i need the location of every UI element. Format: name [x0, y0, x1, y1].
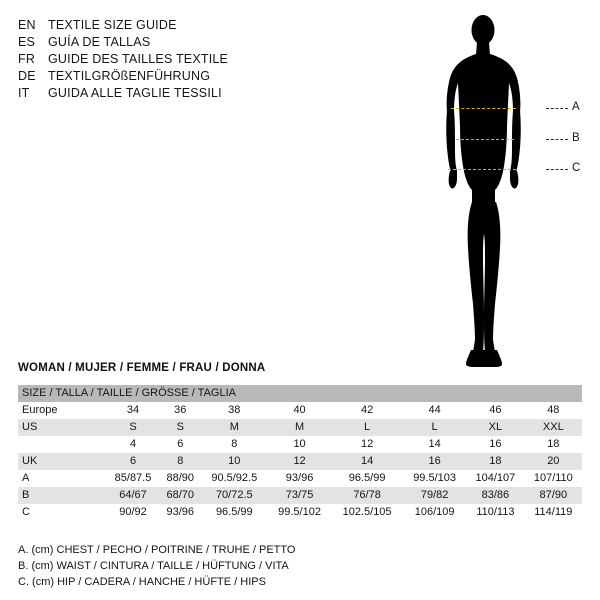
cell: 107/110 [525, 470, 582, 487]
cell: 46 [466, 402, 525, 419]
cell: XL [466, 419, 525, 436]
female-body-figure [420, 8, 590, 373]
cell: 12 [268, 453, 331, 470]
cell: 90/92 [106, 504, 160, 521]
cell: 96.5/99 [201, 504, 269, 521]
cell: 73/75 [268, 487, 331, 504]
cell: 42 [331, 402, 403, 419]
language-code: FR [18, 52, 36, 66]
cell: 110/113 [466, 504, 525, 521]
table-row [18, 436, 582, 453]
cell: 40 [268, 402, 331, 419]
language-title: GUÍA DE TALLAS [48, 35, 151, 49]
cell: 6 [160, 436, 201, 453]
cell: 114/119 [525, 504, 582, 521]
cell: 18 [525, 436, 582, 453]
measure-tick-c [546, 169, 568, 170]
legend-item-c: C. (cm) HIP / CADERA / HANCHE / HÜFTE / HIPS [18, 576, 266, 588]
cell: 99.5/102 [268, 504, 331, 521]
language-title: TEXTILE SIZE GUIDE [48, 18, 177, 32]
measure-line-a [451, 108, 516, 109]
row-label: C [18, 504, 106, 521]
cell: 16 [403, 453, 466, 470]
language-code: DE [18, 69, 36, 83]
language-list [18, 18, 318, 103]
cell: L [403, 419, 466, 436]
cell: 90.5/92.5 [201, 470, 269, 487]
table-row [18, 453, 582, 470]
measure-label-b: B [572, 132, 580, 144]
measure-tick-a [546, 108, 568, 109]
cell: 8 [201, 436, 269, 453]
cell: 83/86 [466, 487, 525, 504]
cell: 36 [160, 402, 201, 419]
cell: 8 [160, 453, 201, 470]
row-label: US [18, 419, 106, 436]
table-row [18, 504, 582, 521]
measure-label-c: C [572, 162, 581, 174]
section-title: WOMAN / MUJER / FEMME / FRAU / DONNA [18, 362, 266, 374]
language-code: EN [18, 18, 36, 32]
measure-line-c [448, 169, 516, 170]
cell: 38 [201, 402, 269, 419]
measure-label-a: A [572, 101, 580, 113]
table-row [18, 487, 582, 504]
language-code: ES [18, 35, 36, 49]
language-row-en [18, 18, 318, 35]
measure-tick-b [546, 139, 568, 140]
cell: S [106, 419, 160, 436]
cell: 104/107 [466, 470, 525, 487]
cell: 14 [403, 436, 466, 453]
cell: 87/90 [525, 487, 582, 504]
language-row-fr [18, 52, 318, 69]
legend-item-b: B. (cm) WAIST / CINTURA / TAILLE / HÜFTUNG / VITA [18, 560, 289, 572]
table-row [18, 402, 582, 419]
measure-line-b [456, 139, 514, 140]
table-row [18, 419, 582, 436]
cell: 76/78 [331, 487, 403, 504]
cell: 64/67 [106, 487, 160, 504]
cell: 44 [403, 402, 466, 419]
language-row-de [18, 69, 318, 86]
legend-item-a: A. (cm) CHEST / PECHO / POITRINE / TRUHE / PETTO [18, 544, 296, 556]
cell: 70/72.5 [201, 487, 269, 504]
cell: 12 [331, 436, 403, 453]
language-code: IT [18, 86, 30, 100]
cell: 10 [201, 453, 269, 470]
size-table [18, 385, 582, 521]
cell: 79/82 [403, 487, 466, 504]
row-label [18, 436, 106, 453]
cell: 20 [525, 453, 582, 470]
measurement-legend [18, 542, 578, 590]
table-row [18, 470, 582, 487]
cell: 88/90 [160, 470, 201, 487]
cell: 93/96 [268, 470, 331, 487]
language-row-it [18, 86, 318, 103]
table-header-row [18, 385, 582, 402]
language-title: GUIDA ALLE TAGLIE TESSILI [48, 86, 222, 100]
cell: M [201, 419, 269, 436]
cell: 93/96 [160, 504, 201, 521]
cell: 16 [466, 436, 525, 453]
cell: XXL [525, 419, 582, 436]
cell: 34 [106, 402, 160, 419]
language-title: GUIDE DES TAILLES TEXTILE [48, 52, 229, 66]
table-header-label: SIZE / TALLA / TAILLE / GRÖSSE / TAGLIA [18, 385, 582, 402]
cell: L [331, 419, 403, 436]
cell: 48 [525, 402, 582, 419]
cell: 14 [331, 453, 403, 470]
cell: 68/70 [160, 487, 201, 504]
cell: 85/87.5 [106, 470, 160, 487]
cell: 10 [268, 436, 331, 453]
cell: 18 [466, 453, 525, 470]
cell: 96.5/99 [331, 470, 403, 487]
cell: 106/109 [403, 504, 466, 521]
cell: 6 [106, 453, 160, 470]
cell: 99.5/103 [403, 470, 466, 487]
cell: 102.5/105 [331, 504, 403, 521]
language-title: TEXTILGRÖßENFÜHRUNG [48, 69, 211, 83]
cell: S [160, 419, 201, 436]
row-label: B [18, 487, 106, 504]
row-label: A [18, 470, 106, 487]
row-label: Europe [18, 402, 106, 419]
language-row-es [18, 35, 318, 52]
body-silhouette-icon [420, 8, 590, 373]
row-label: UK [18, 453, 106, 470]
cell: 4 [106, 436, 160, 453]
cell: M [268, 419, 331, 436]
